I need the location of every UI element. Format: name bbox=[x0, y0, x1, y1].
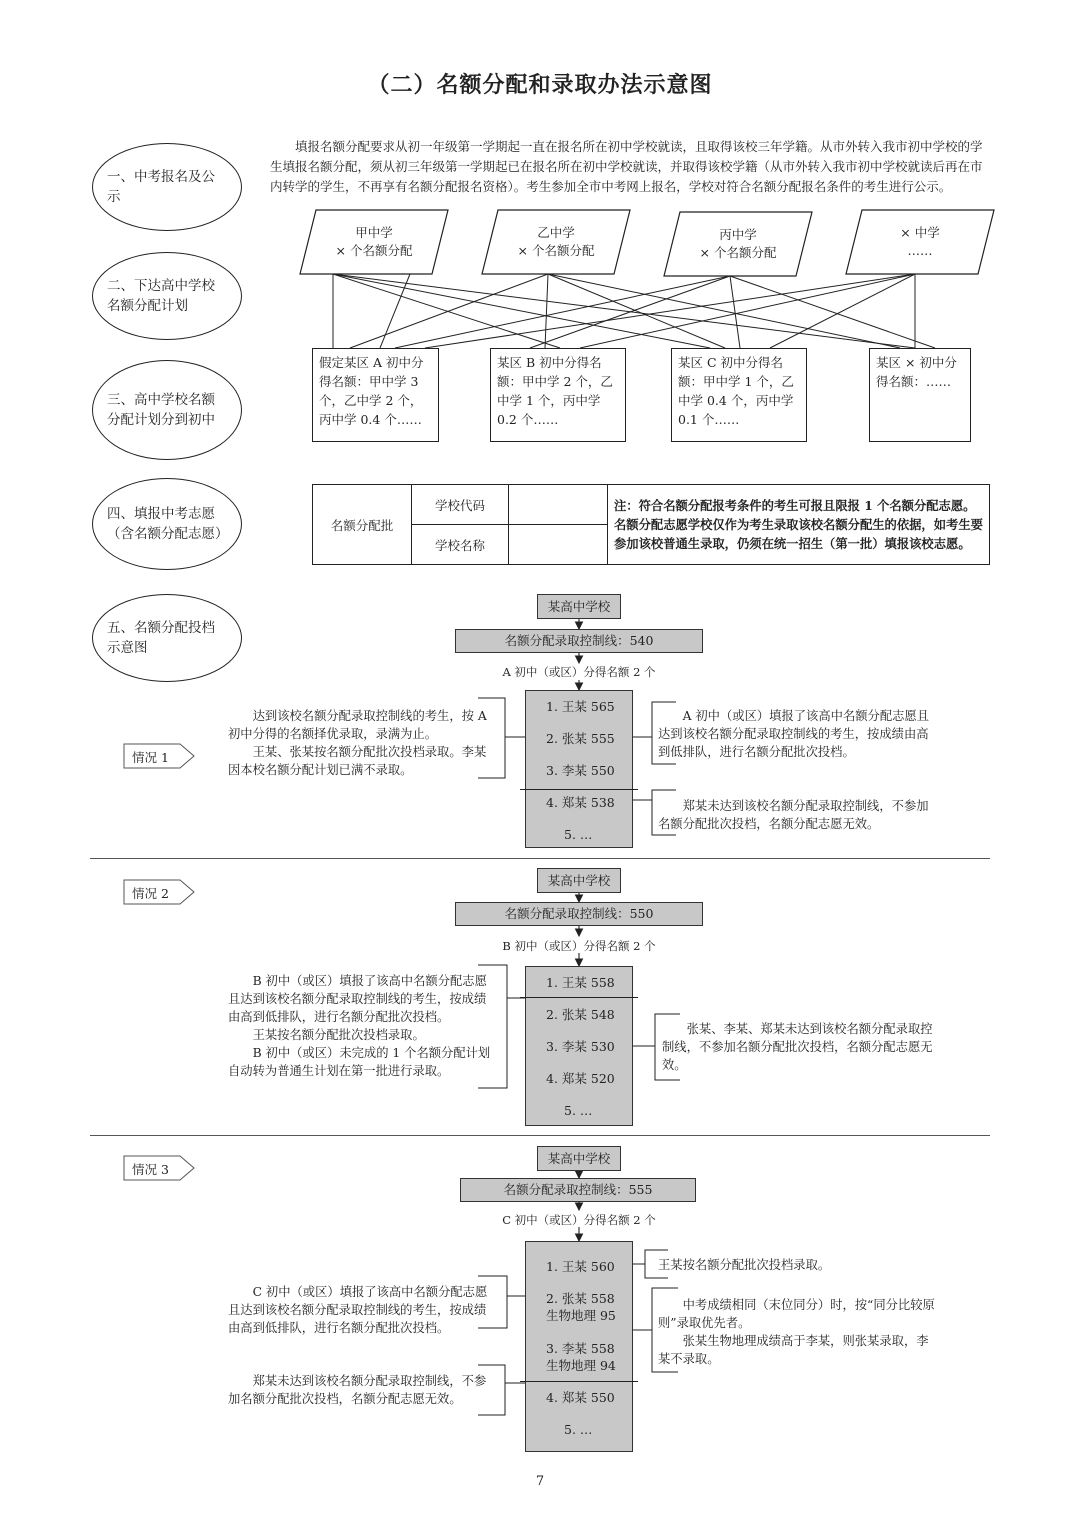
case-3-item-2: 2. 张某 558 bbox=[546, 1291, 615, 1306]
case-1-right-note-2: 郑某未达到该校名额分配录取控制线，不参加名额分配批次投档，名额分配志愿无效。 bbox=[658, 799, 929, 831]
case-1-list bbox=[525, 690, 633, 848]
case-3-item-1: 1. 王某 560 bbox=[546, 1259, 615, 1274]
case-3-left-note-1: C 初中（或区）填报了该高中名额分配志愿且达到该校名额分配录取控制线的考生，按成绩由高到低排队，进行名额分配批次投档。 bbox=[228, 1285, 488, 1335]
case-2-item-1: 1. 王某 558 bbox=[546, 975, 615, 990]
case-1-left-note bbox=[228, 707, 492, 779]
high-school-4 bbox=[864, 224, 976, 260]
case-2-left-note-2: 王某按名额分配批次投档录取。 bbox=[252, 1028, 425, 1042]
case-3-item-4: 4. 郑某 550 bbox=[546, 1390, 615, 1405]
case-3-control-line: 名额分配录取控制线：555 bbox=[460, 1178, 696, 1202]
case-1-control-line: 名额分配录取控制线：540 bbox=[455, 629, 703, 653]
application-form-table bbox=[312, 484, 990, 565]
case-2-item-5: 5. … bbox=[564, 1103, 593, 1118]
high-school-2-quota: × 个名额分配 bbox=[517, 243, 595, 258]
high-school-3-quota: × 个名额分配 bbox=[699, 245, 777, 260]
case-1-quota: A 初中（或区）分得名额 2 个 bbox=[502, 665, 656, 679]
step-4-label: 四、填报中考志愿（含名额分配志愿） bbox=[107, 506, 229, 542]
case-2-left-note bbox=[228, 972, 496, 1080]
case-3-left-note-2: 郑某未达到该校名额分配录取控制线，不参加名额分配批次投档，名额分配志愿无效。 bbox=[228, 1374, 487, 1406]
case-3-list bbox=[525, 1241, 633, 1452]
case-3-right-note-2: 中考成绩相同（末位同分）时，按“同分比较原则”录取优先者。 bbox=[658, 1298, 935, 1330]
case-2-divider bbox=[520, 997, 638, 998]
case-3-item-2-sub: 生物地理 95 bbox=[546, 1308, 616, 1323]
case-2-left-note-3: B 初中（或区）未完成的 1 个名额分配计划自动转为普通生计划在第一批进行录取。 bbox=[228, 1046, 491, 1078]
section-divider-2 bbox=[90, 1135, 990, 1136]
page-number: 7 bbox=[535, 1474, 545, 1489]
case-2-item-3: 3. 李某 530 bbox=[546, 1039, 615, 1054]
case-3-item-5: 5. … bbox=[564, 1422, 593, 1437]
step-1-label: 一、中考报名及公示 bbox=[107, 169, 215, 205]
case-1-item-4: 4. 郑某 538 bbox=[546, 795, 615, 810]
case-2-school: 某高中学校 bbox=[537, 868, 621, 893]
case-1-tag: 情况 1 bbox=[132, 750, 169, 765]
school-code-field[interactable] bbox=[509, 485, 608, 525]
school-code-label: 学校代码 bbox=[412, 485, 509, 525]
case-3-item-3-sub: 生物地理 94 bbox=[546, 1358, 616, 1373]
district-box-a: 假定某区 A 初中分得名额：甲中学 3 个，乙中学 2 个，丙中学 0.4 个…… bbox=[312, 348, 439, 442]
high-school-1-quota: × 个名额分配 bbox=[335, 243, 413, 258]
step-5-label: 五、名额分配投档示意图 bbox=[107, 620, 215, 656]
case-1-item-3: 3. 李某 550 bbox=[546, 763, 615, 778]
step-3-label: 三、高中学校名额分配计划分到初中 bbox=[107, 392, 215, 428]
district-box-x: 某区 × 初中分得名额：…… bbox=[869, 348, 971, 442]
high-school-1-name: 甲中学 bbox=[355, 225, 393, 240]
school-name-label: 学校名称 bbox=[412, 525, 509, 565]
case-1-right-note-1: A 初中（或区）填报了该高中名额分配志愿且达到该校名额分配录取控制线的考生，按成绩由高到低排队，进行名额分配批次投档。 bbox=[658, 709, 930, 759]
high-school-4-name: × 中学 bbox=[900, 225, 940, 240]
high-school-3-name: 丙中学 bbox=[719, 227, 757, 242]
batch-cell: 名额分配批 bbox=[313, 485, 412, 565]
case-1-divider bbox=[520, 789, 638, 790]
high-school-3 bbox=[682, 226, 794, 262]
case-3-right-note-3: 张某生物地理成绩高于李某，则张某录取，李某不录取。 bbox=[658, 1334, 929, 1366]
high-school-2-name: 乙中学 bbox=[537, 225, 575, 240]
case-1-item-2: 2. 张某 555 bbox=[546, 731, 615, 746]
case-3-right-note-1: 王某按名额分配批次投档录取。 bbox=[658, 1258, 831, 1272]
case-3-quota: C 初中（或区）分得名额 2 个 bbox=[502, 1213, 656, 1227]
case-2-control-line: 名额分配录取控制线：550 bbox=[455, 902, 703, 926]
case-3-item-3: 3. 李某 558 bbox=[546, 1341, 615, 1356]
school-name-field[interactable] bbox=[509, 525, 608, 565]
high-school-1 bbox=[318, 224, 430, 260]
district-box-b: 某区 B 初中分得名额：甲中学 2 个，乙中学 1 个，丙中学 0.2 个…… bbox=[490, 348, 626, 442]
case-2-right-note: 张某、李某、郑某未达到该校名额分配录取控制线，不参加名额分配批次投档，名额分配志愿无效。 bbox=[662, 1022, 933, 1072]
case-3-school: 某高中学校 bbox=[537, 1146, 621, 1171]
case-1-item-5: 5. … bbox=[564, 827, 593, 842]
case-1-item-1: 1. 王某 565 bbox=[546, 699, 615, 714]
case-3-tag: 情况 3 bbox=[132, 1162, 169, 1177]
case-2-list bbox=[525, 966, 633, 1126]
case-1-left-note-2: 王某、张某按名额分配批次投档录取。李某因本校名额分配计划已满不录取。 bbox=[228, 745, 487, 777]
intro-paragraph: 填报名额分配要求从初一年级第一学期起一直在报名所在初中学校就读，且取得该校三年学籍。从市外转入我市初中学校的学生填报名额分配，须从初三年级第一学期起已在报名所在初中学校就读，并取得该校学籍（从市外转入我市初中学校就读后再在市内转学的学生，不再享有名额分配报名资格）。考生参加全市中考网上报名，学校对符合名额分配报名条件的考生进行公示。 bbox=[270, 139, 983, 194]
case-2-item-4: 4. 郑某 520 bbox=[546, 1071, 615, 1086]
case-2-tag: 情况 2 bbox=[132, 886, 169, 901]
form-note: 注：符合名额分配报考条件的考生可报且限报 1 个名额分配志愿。名额分配志愿学校仅作为考生录取该校名额分配生的依据，如考生要参加该校普通生录取，仍须在统一招生（第一批）填报该校志愿。 bbox=[608, 485, 990, 565]
high-school-2 bbox=[500, 224, 612, 260]
case-1-school: 某高中学校 bbox=[537, 594, 621, 619]
district-box-c: 某区 C 初中分得名额：甲中学 1 个，乙中学 0.4 个，丙中学 0.1 个…… bbox=[671, 348, 807, 442]
case-3-divider bbox=[520, 1381, 638, 1382]
step-2-label: 二、下达高中学校名额分配计划 bbox=[107, 278, 215, 314]
high-school-4-quota: …… bbox=[907, 243, 933, 258]
page-title: （二）名额分配和录取办法示意图 bbox=[367, 72, 713, 98]
section-divider-1 bbox=[90, 858, 990, 859]
case-2-left-note-1: B 初中（或区）填报了该高中名额分配志愿且达到该校名额分配录取控制线的考生，按成绩由高到低排队，进行名额分配批次投档。 bbox=[228, 974, 487, 1024]
case-2-item-2: 2. 张某 548 bbox=[546, 1007, 615, 1022]
case-1-left-note-1: 达到该校名额分配录取控制线的考生，按 A 初中分得的名额择优录取，录满为止。 bbox=[228, 709, 487, 741]
case-3-right-note-2-group bbox=[658, 1296, 938, 1368]
case-2-quota: B 初中（或区）分得名额 2 个 bbox=[502, 939, 656, 953]
